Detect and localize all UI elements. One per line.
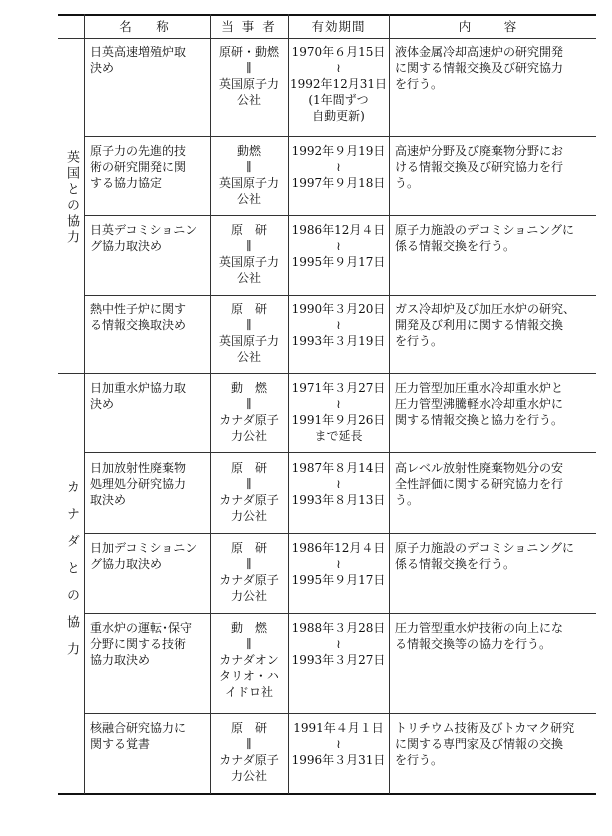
row-content: 原子力施設のデコミショニングに 係る情報交換を行う。 <box>395 541 575 571</box>
row-period: 1986年12月４日 ≀ 1995年９月17日 <box>291 541 386 587</box>
row-divider <box>84 452 596 453</box>
row-content: 液体金属冷却高速炉の研究開発 に関する情報交換及び研究協力 を行う。 <box>395 45 564 91</box>
row-period: 1970年６月15日 ≀ 1992年12月31日 (1年間ずつ 自動更新) <box>289 45 388 123</box>
row-party: 動 燃 ∥ カナダ原子 力公社 <box>219 381 279 443</box>
header-bottom-rule <box>58 38 596 39</box>
row-content: 高速炉分野及び廃棄物分野にお ける情報交換及び研究協力を行 う。 <box>395 144 564 190</box>
column-divider <box>84 14 85 794</box>
row-content: 高レベル放射性廃棄物処分の安 全性評価に関する研究協力を行 う。 <box>395 461 564 507</box>
row-content: 圧力管型加圧重水冷却重水炉と 圧力管型沸騰軽水冷却重水炉に 関する情報交換と協力を行う。 <box>395 381 564 427</box>
row-name: 重水炉の運転･保守 分野に関する技術 協力取決め <box>90 621 193 667</box>
row-name: 日英高速増殖炉取 決め <box>90 45 187 75</box>
row-name: 日加重水炉協力取 決め <box>90 381 187 411</box>
header-content: 内 容 <box>458 19 527 34</box>
row-period: 1987年８月14日 ≀ 1993年８月13日 <box>291 461 386 507</box>
row-period: 1992年９月19日 ≀ 1997年９月18日 <box>291 144 386 190</box>
row-name: 核融合研究協力に 関する覚書 <box>90 721 187 751</box>
row-party: 原 研 ∥ 英国原子力 公社 <box>218 223 279 285</box>
row-name: 熱中性子炉に関す る情報交換取決め <box>90 302 187 332</box>
row-period: 1990年３月20日 ≀ 1993年３月19日 <box>291 302 386 348</box>
row-period: 1971年３月27日 ≀ 1991年９月26日 まで延長 <box>291 381 386 443</box>
row-divider <box>84 215 596 216</box>
row-period: 1991年４月１日 ≀ 1996年３月31日 <box>291 721 386 767</box>
row-name: 日加放射性廃棄物 処理処分研究協力 取決め <box>90 461 187 507</box>
row-divider <box>84 136 596 137</box>
group-label-canada: カナダとの協力 <box>64 480 79 669</box>
row-party: 原 研 ∥ カナダ原子 力公社 <box>219 541 279 603</box>
row-party: 原 研 ∥ カナダ原子 力公社 <box>219 721 279 783</box>
row-content: トリチウム技術及びトカマク研究 に関する専門家及び情報の交換 を行う。 <box>395 721 575 767</box>
row-party: 動 燃 ∥ カナダオン タリオ・ハ イドロ社 <box>219 621 279 699</box>
row-content: ガス冷却炉及び加圧水炉の研究、 開発及び利用に関する情報交換 を行う。 <box>395 302 576 348</box>
row-period: 1986年12月４日 ≀ 1995年９月17日 <box>291 223 386 269</box>
row-divider <box>84 613 596 614</box>
row-divider <box>84 533 596 534</box>
row-party: 原 研 ∥ 英国原子力 公社 <box>218 302 279 364</box>
header-period: 有効期間 <box>311 19 366 34</box>
column-divider <box>389 14 390 794</box>
row-content: 原子力施設のデコミショニングに 係る情報交換を行う。 <box>395 223 575 253</box>
row-name: 日加デコミショニン グ協力取決め <box>90 541 198 571</box>
row-name: 原子力の先進的技 術の研究開発に関 する協力協定 <box>90 144 187 190</box>
row-divider <box>84 713 596 714</box>
group-label-uk: 英国との協力 <box>64 150 79 246</box>
header-name: 名 称 <box>119 19 175 34</box>
row-party: 原研・動燃 ∥ 英国原子力 公社 <box>218 45 279 107</box>
row-period: 1988年３月28日 ≀ 1993年３月27日 <box>291 621 386 667</box>
table-bottom-rule <box>58 793 596 795</box>
group-divider <box>58 373 596 374</box>
row-name: 日英デコミショニン グ協力取決め <box>90 223 198 253</box>
row-party: 動燃 ∥ 英国原子力 公社 <box>218 144 279 206</box>
row-party: 原 研 ∥ カナダ原子 力公社 <box>219 461 279 523</box>
row-content: 圧力管型重水炉技術の向上にな る情報交換等の協力を行う。 <box>395 621 564 651</box>
table-top-rule <box>58 14 596 16</box>
header-party: 当 事 者 <box>221 19 277 34</box>
row-divider <box>84 295 596 296</box>
